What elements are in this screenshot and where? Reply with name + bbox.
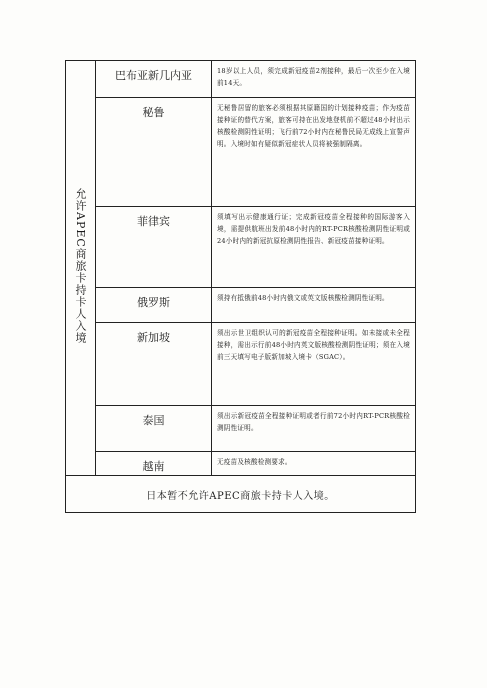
- policy-cell: 须填写出示健康通行证；完成新冠疫苗全程接种的国际游客入境，需提供航班出发前48小时内的RT-PCR核酸检测阴性证明或24小时内的新冠抗原检测阴性报告、新冠疫苗接种证明。: [212, 207, 416, 288]
- allowed-group-cell: [66, 61, 96, 476]
- country-cell: 泰国: [96, 406, 212, 452]
- table-row: [66, 452, 416, 476]
- policy-cell: 须出示世卫组织认可的新冠疫苗全程接种证明。如未接或未全程接种，需出示行前48小时内英文版核酸检测阴性证明；须在入境前三天填写电子版新加坡入境卡（SGAC）。: [212, 323, 416, 406]
- policy-cell: 须持有抵俄前48小时内俄文或英文版核酸检测阴性证明。: [212, 288, 416, 323]
- policy-cell: 18岁以上人员，须完成新冠疫苗2剂接种，最后一次至少在入境前14天。: [212, 61, 416, 98]
- country-cell: 秘鲁: [96, 98, 212, 207]
- country-cell: 新加坡: [96, 323, 212, 406]
- table-row: [66, 98, 416, 207]
- table-row: [66, 288, 416, 323]
- country-cell: 菲律宾: [96, 207, 212, 288]
- policy-cell: 须出示新冠疫苗全程接种证明或者行前72小时内RT-PCR核酸检测阴性证明。: [212, 406, 416, 452]
- country-cell: 巴布亚新几内亚: [96, 61, 212, 98]
- table-row: [66, 207, 416, 288]
- table-row: [66, 323, 416, 406]
- entry-policy-table: [65, 60, 416, 513]
- allowed-group-label: 允许APEC商旅卡持卡人入境: [74, 188, 87, 344]
- table-row: [66, 476, 416, 513]
- country-cell: 越南: [96, 452, 212, 476]
- policy-cell: 无秘鲁居留的旅客必须根据其原籍国的计划接种疫苗；作为疫苗接种证的替代方案，旅客可持在出发地登机前不超过48小时出示核酸检测阴性证明；飞行前72小时内在秘鲁民局无成线上宣誓声明。入境时如有疑似新冠症状人员将被强制隔离。: [212, 98, 416, 207]
- table-row: [66, 406, 416, 452]
- country-cell: 俄罗斯: [96, 288, 212, 323]
- footer-note: 日本暂不允许APEC商旅卡持卡人入境。: [66, 476, 416, 513]
- table-row: [66, 61, 416, 98]
- policy-cell: 无疫苗及核酸检测要求。: [212, 452, 416, 476]
